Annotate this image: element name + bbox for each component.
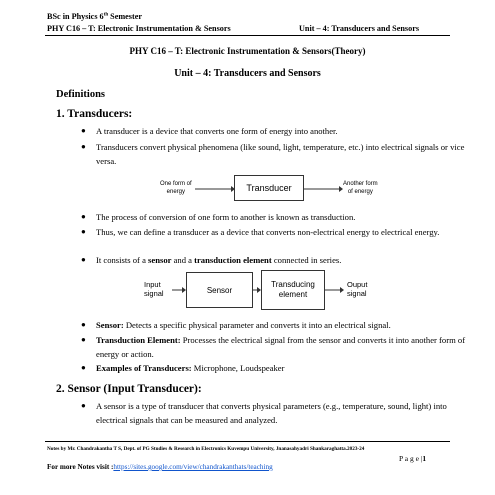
bullet-item: ● Transduction Element: Processes the electrical signal from the sensor and converts it into another form of energy or action. <box>81 335 466 359</box>
bullet-icon: ● <box>81 255 86 264</box>
bullet-icon: ● <box>81 363 86 372</box>
transducing-element-box: Transducing element <box>261 270 325 310</box>
definitions-heading: Definitions <box>56 89 106 100</box>
header-course: PHY C16 – T: Electronic Instrumentation & Sensors <box>47 24 231 33</box>
footer-rule <box>45 441 450 442</box>
transducer-box: Transducer <box>234 175 304 201</box>
document-title: PHY C16 – T: Electronic Instrumentation & Sensors(Theory) <box>129 46 366 56</box>
bullet-icon: ● <box>81 142 86 151</box>
bullet-item: ● Sensor: Detects a specific physical parameter and converts it into an electrical signal. <box>81 320 391 330</box>
semester-label: BSc in Physics 6th Semester <box>47 12 142 21</box>
bullet-icon: ● <box>81 227 86 236</box>
bullet-icon: ● <box>81 401 86 410</box>
bullet-item: ● The process of conversion of one form to another is known as transduction. <box>81 212 356 222</box>
page-number: P a g e |1 <box>399 454 427 463</box>
bullet-item: ● A sensor is a type of transducer that converts physical parameters (e.g., temperature, sound, light) into electrical signals that can be measured and analyzed. <box>81 401 447 425</box>
section2-heading: 2. Sensor (Input Transducer): <box>56 383 202 395</box>
footer-notes: Notes by Mr. Chandrakantha T S, Dept. of PG Studies & Research in Electronics Kuvempu University, Jnanasahyadri Shankaraghatta.2023-24 <box>47 446 365 452</box>
diagram2-output-label: Ouput signal <box>347 280 368 298</box>
section1-heading: 1. Transducers: <box>56 108 133 120</box>
footer-more-notes: For more Notes visit :https://sites.google.com/view/chandrakanthats/teaching <box>47 463 273 471</box>
diagram1-output-label: Another form of energy <box>343 181 378 195</box>
diagram1-input-label: One form of energy <box>160 181 192 195</box>
diagram2-input-label: Input signal <box>144 280 164 298</box>
unit-title: Unit – 4: Transducers and Sensors <box>174 68 321 79</box>
bullet-item: ● Thus, we can define a transducer as a device that converts non-electrical energy to electrical energy. <box>81 227 440 237</box>
bullet-item: ● Transducers convert physical phenomena (like sound, light, temperature, etc.) into electrical signals or vice versa. <box>81 142 465 166</box>
sensor-box: Sensor <box>186 272 253 308</box>
bullet-icon: ● <box>81 126 86 135</box>
header-unit: Unit – 4: Transducers and Sensors <box>299 24 420 33</box>
header-rule <box>45 35 450 36</box>
bullet-icon: ● <box>81 335 86 344</box>
bullet-icon: ● <box>81 212 86 221</box>
bullet-item: ● A transducer is a device that converts one form of energy into another. <box>81 126 338 136</box>
bullet-icon: ● <box>81 320 86 329</box>
bullet-item: ● It consists of a sensor and a transduction element connected in series. <box>81 255 342 265</box>
bullet-item: ● Examples of Transducers: Microphone, Loudspeaker <box>81 363 285 373</box>
notes-link[interactable]: https://sites.google.com/view/chandrakanthats/teaching <box>113 463 273 471</box>
